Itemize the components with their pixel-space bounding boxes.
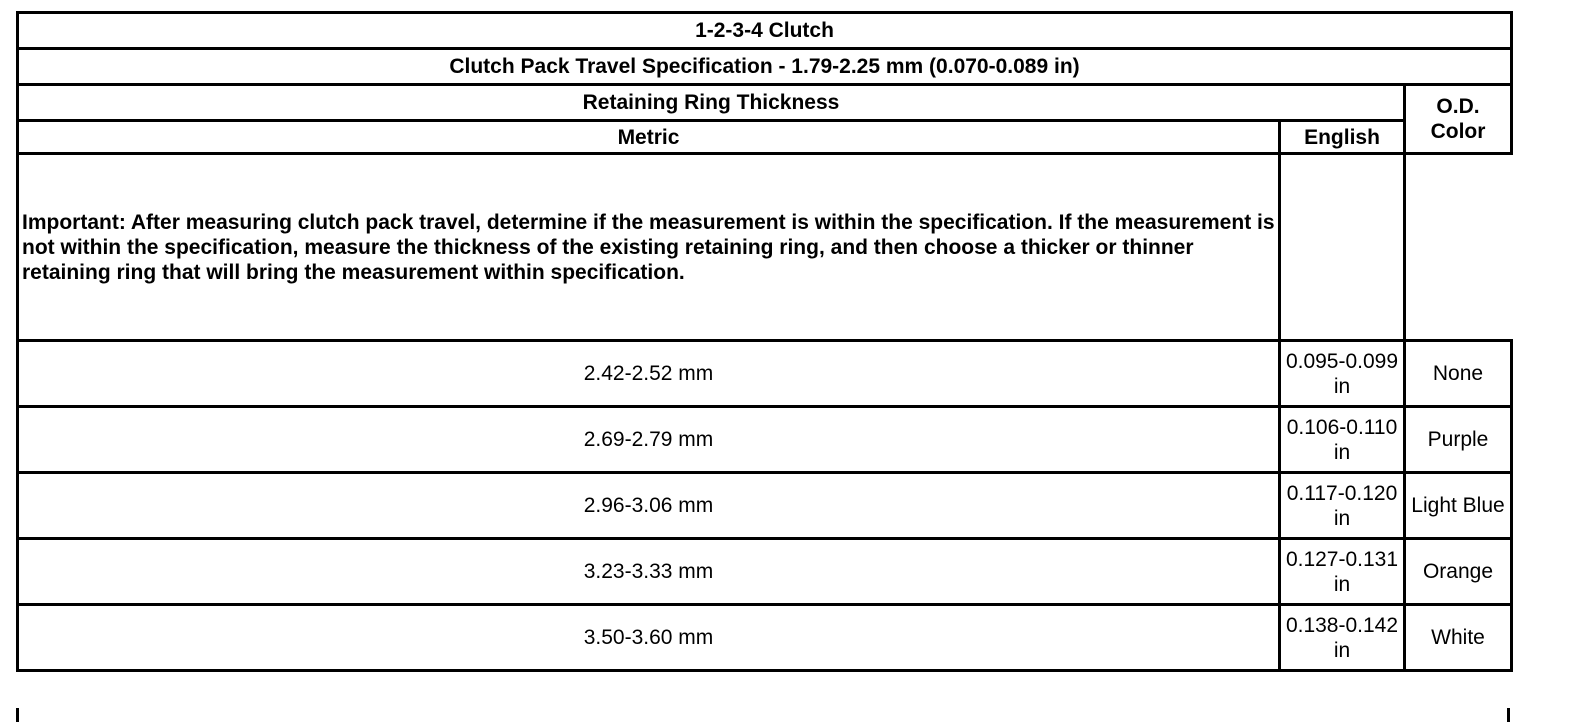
english-cell: 0.106-0.110 in [1280,407,1405,473]
header-metric: Metric [18,121,1280,154]
note-row [18,154,1512,341]
english-cell: 0.138-0.142 in [1280,605,1405,671]
table-row [18,605,1512,671]
english-cell: 0.127-0.131 in [1280,539,1405,605]
metric-cell: 2.96-3.06 mm [18,473,1280,539]
color-cell: None [1405,341,1512,407]
metric-cell: 3.50-3.60 mm [18,605,1280,671]
header-od-color: O.D. Color [1405,85,1512,154]
spec-row [18,49,1512,85]
important-note: Important: After measuring clutch pack travel, determine if the measurement is within the specification. If the measurement is not within the specification, measure the thickness of the existing retaining ring, and then choose a thicker or thinner retaining ring that will bring the measurement within specification. [18,154,1280,341]
header-row-1 [18,85,1512,121]
english-cell: 0.095-0.099 in [1280,341,1405,407]
english-cell: 0.117-0.120 in [1280,473,1405,539]
retaining-ring-table [16,11,1513,672]
note-empty-cell [1280,154,1405,341]
table-row [18,473,1512,539]
metric-cell: 3.23-3.33 mm [18,539,1280,605]
travel-specification: Clutch Pack Travel Specification - 1.79-2.25 mm (0.070-0.089 in) [18,49,1512,85]
table-row [18,539,1512,605]
metric-cell: 2.42-2.52 mm [18,341,1280,407]
color-cell: Purple [1405,407,1512,473]
color-cell: Light Blue [1405,473,1512,539]
table-continuation [16,708,1510,722]
title-row [18,13,1512,49]
table-row [18,341,1512,407]
header-retaining-ring-thickness: Retaining Ring Thickness [18,85,1405,121]
table-title: 1-2-3-4 Clutch [18,13,1512,49]
metric-cell: 2.69-2.79 mm [18,407,1280,473]
header-row-2 [18,121,1512,154]
header-english: English [1280,121,1405,154]
color-cell: White [1405,605,1512,671]
table-row [18,407,1512,473]
color-cell: Orange [1405,539,1512,605]
